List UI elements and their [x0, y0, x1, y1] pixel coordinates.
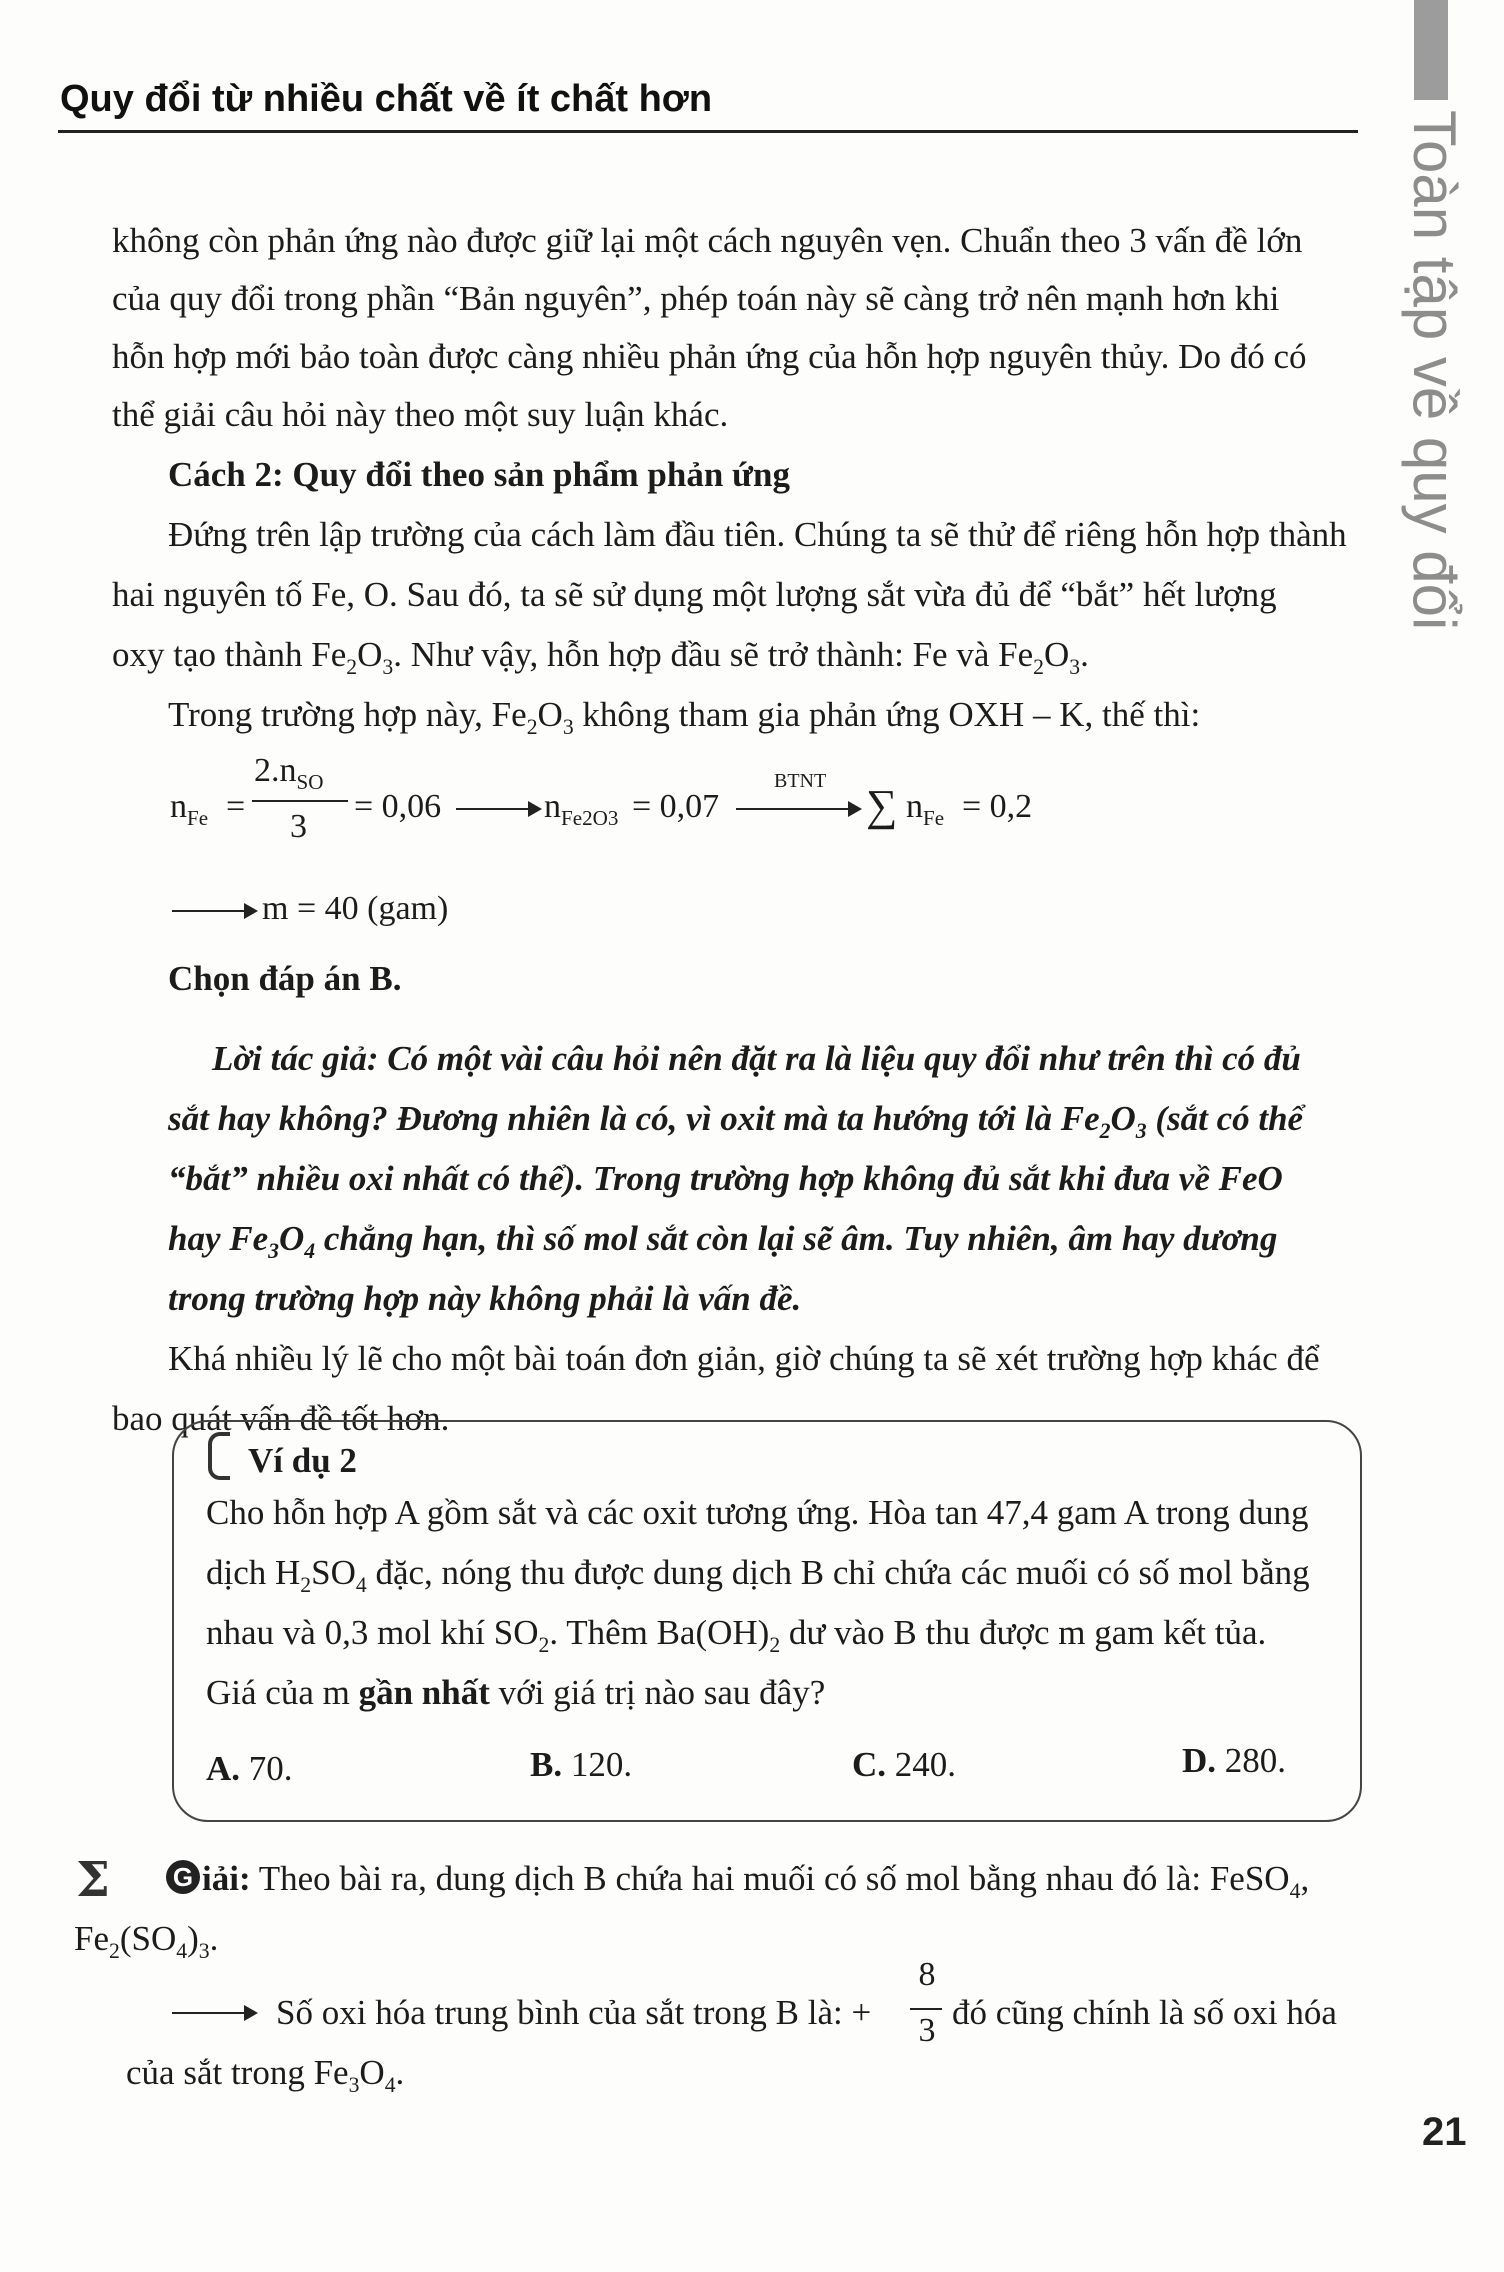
eq-btnt-label: BTNT [774, 770, 827, 792]
transition-line-1: Khá nhiều lý lẽ cho một bài toán đơn giản, giờ chúng ta sẽ xét trường hợp khác để [168, 1339, 1320, 1378]
fraction-denominator: 3 [918, 2012, 936, 2049]
solution-line-3-post: đó cũng chính là số oxi hóa [952, 1993, 1337, 2032]
arrow-icon [172, 2012, 256, 2014]
solution-line-1: iải: Theo bài ra, dung dịch B chứa hai muối có số mol bằng nhau đó là: FeSO$_4$, [202, 1859, 1310, 1903]
eq-n-fe2o3: $n_{Fe2O3}$ [544, 788, 619, 830]
eq-value-1: = 0,06 [354, 788, 442, 825]
side-tab-marker [1414, 0, 1448, 100]
eq-denominator: 3 [290, 808, 307, 845]
option-d: D. 280. [1182, 1741, 1287, 1780]
intro-line-2: của quy đổi trong phần “Bản nguyên”, phép toán này sẽ càng trở nên mạnh hơn khi [112, 279, 1280, 318]
author-note-line-5: trong trường hợp này không phải là vấn đề. [168, 1279, 802, 1318]
intro-line-1: không còn phản ứng nào được giữ lại một cách nguyên vẹn. Chuẩn theo 3 vấn đề lớn [112, 221, 1303, 260]
answer-choice: Chọn đáp án B. [168, 959, 402, 998]
example-label: Ví dụ 2 [248, 1441, 357, 1480]
solution-line-3-text: Số oxi hóa trung bình của sắt trong B là: + [276, 1993, 872, 2032]
page-header-title: Quy đổi từ nhiều chất về ít chất hơn [60, 78, 713, 120]
arrow-icon [172, 910, 256, 912]
solution-line-2: $Fe_2(SO_4)_3$. [74, 1919, 219, 1963]
solution-sigma-icon: Σ [76, 1852, 110, 1908]
option-c: C. 240. [852, 1745, 957, 1784]
eq-value-2: = 0,07 [632, 788, 720, 825]
method2-line-4: Trong trường hợp này, $Fe_2O_3$ không tham gia phản ứng OXH – K, thế thì: [168, 695, 1201, 739]
eq-numerator: $2.n_{SO}$ [254, 752, 324, 794]
example-line-2: dịch $H_2SO_4$ đặc, nóng thu được dung dịch B chỉ chứa các muối có số mol bằng [206, 1553, 1310, 1597]
arrow-icon [456, 808, 540, 810]
eq-result: m = 40 (gam) [262, 890, 449, 927]
option-b: B. 120. [530, 1745, 633, 1784]
eq-value-3: = 0,2 [962, 788, 1033, 825]
example-bracket-icon [208, 1432, 230, 1480]
method2-line-1: Đứng trên lập trường của cách làm đầu tiên. Chúng ta sẽ thử để riêng hỗn hợp thành [168, 515, 1347, 554]
solution-g-icon: G [166, 1860, 200, 1894]
intro-line-4: thể giải câu hỏi này theo một suy luận khác. [112, 395, 729, 434]
author-note-line-4: hay $Fe_3O_4$ chẳng hạn, thì số mol sắt còn lại sẽ âm. Tuy nhiên, âm hay dương [168, 1219, 1278, 1263]
side-book-title: Toàn tập về quy đổi [1401, 110, 1468, 631]
fraction-numerator: 8 [918, 1956, 936, 1993]
method2-heading: Cách 2: Quy đổi theo sản phẩm phản ứng [168, 455, 791, 494]
fraction-bar [910, 2008, 942, 2010]
solution-line-4: của sắt trong $Fe_3O_4$. [126, 2053, 405, 2097]
intro-line-3: hỗn hợp mới bảo toàn được càng nhiều phản ứng của hỗn hợp nguyên thủy. Do đó có [112, 337, 1307, 376]
method2-line-3: oxy tạo thành $Fe_2O_3$. Như vậy, hỗn hợp đầu sẽ trở thành: Fe và $Fe_2O_3$. [112, 635, 1089, 679]
example-line-3: nhau và 0,3 mol khí $SO_2$. Thêm $Ba(OH)_2$ dư vào B thu được m gam kết tủa. [206, 1613, 1267, 1657]
eq-sum-n-fe: $n_{Fe}$ [906, 788, 945, 830]
arrow-icon [736, 808, 860, 810]
eq-equals: = [226, 788, 246, 825]
eq-n-fe: $n_{Fe}$ [170, 788, 209, 830]
example-line-4: Giá của m gần nhất với giá trị nào sau đây? [206, 1673, 826, 1712]
transition-line-2: bao quát vấn đề tốt hơn. [112, 1399, 450, 1438]
example-line-1: Cho hỗn hợp A gồm sắt và các oxit tương ứng. Hòa tan 47,4 gam A trong dung [206, 1493, 1309, 1532]
page-number: 21 [1422, 2110, 1467, 2154]
author-note-line-2: sắt hay không? Đương nhiên là có, vì oxit mà ta hướng tới là $Fe_2O_3$ (sắt có thể [168, 1099, 1304, 1143]
eq-fraction-bar [252, 800, 348, 802]
option-a: A. 70. [206, 1749, 293, 1788]
sigma-icon: ∑ [866, 781, 898, 830]
author-note-line-1: Lời tác giả: Có một vài câu hỏi nên đặt ra là liệu quy đổi như trên thì có đủ [212, 1039, 1301, 1078]
author-note-line-3: “bắt” nhiều oxi nhất có thể). Trong trường hợp không đủ sắt khi đưa về FeO [168, 1159, 1283, 1198]
header-divider [58, 130, 1358, 133]
method2-line-2: hai nguyên tố Fe, O. Sau đó, ta sẽ sử dụng một lượng sắt vừa đủ để “bắt” hết lượng [112, 575, 1277, 614]
